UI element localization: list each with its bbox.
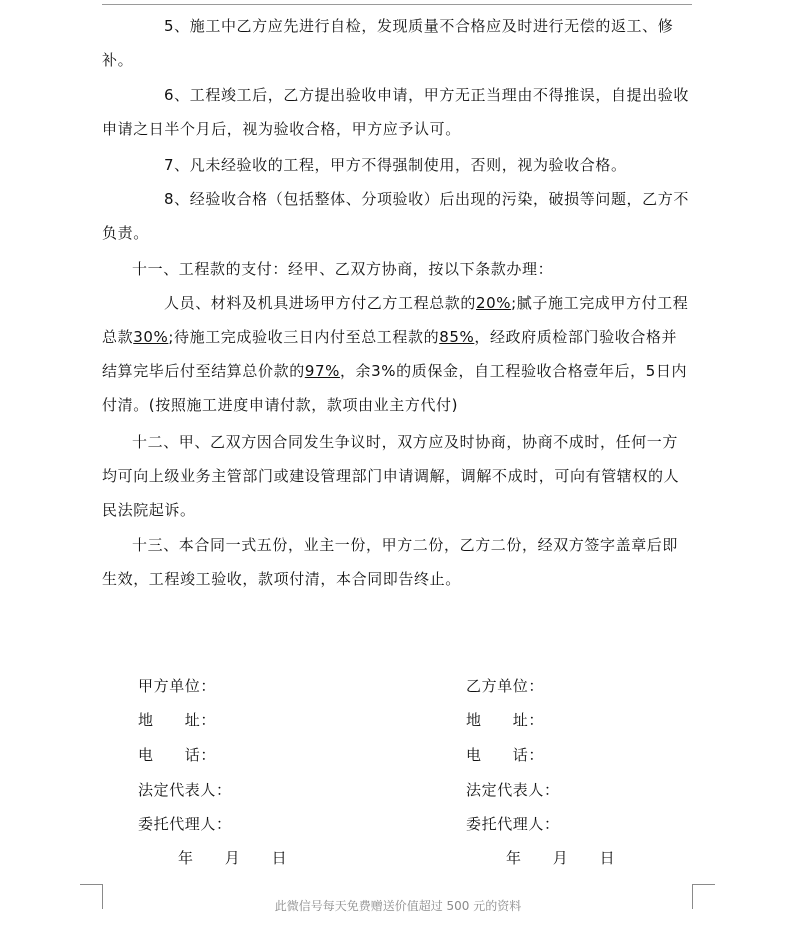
payment-percent-3: 85% bbox=[439, 328, 475, 346]
clause-7: 7、凡未经验收的工程，甲方不得强制使用，否则，视为验收合格。 bbox=[164, 156, 627, 174]
party-b-date: 年 月 日 bbox=[506, 849, 616, 867]
clause-11-body bbox=[102, 286, 692, 422]
party-b-agent-label: 委托代理人： bbox=[466, 815, 560, 833]
party-b-legal-rep-label: 法定代表人： bbox=[466, 781, 560, 799]
party-b-unit-label: 乙方单位： bbox=[466, 677, 545, 695]
party-a-phone-label: 电 话： bbox=[138, 746, 217, 764]
clause-11-text-4: ，经政府质检部门验收合格并结算完毕后付至结算总价款的 bbox=[102, 328, 678, 380]
footer-promo-note: 此微信号每天免费赠送价值超过 500 元的资料 bbox=[274, 899, 522, 913]
party-a-agent-label: 委托代理人： bbox=[138, 815, 232, 833]
party-a-date: 年 月 日 bbox=[178, 849, 288, 867]
clause-5: 5、施工中乙方应先进行自检，发现质量不合格应及时进行无偿的返工、修补。 bbox=[102, 17, 674, 69]
clause-11-text-3: ;待施工完成验收三日内付至总工程款的 bbox=[168, 328, 440, 346]
page-top-rule bbox=[102, 4, 692, 5]
clause-6: 6、工程竣工后，乙方提出验收申请，甲方无正当理由不得推误，自提出验收申请之日半个月后，视为验收合格，甲方应予认可。 bbox=[102, 86, 689, 138]
party-a-address-label: 地 址： bbox=[138, 711, 217, 729]
clause-13: 十三、本合同一式五份，业主一份，甲方二份，乙方二份，经双方签字盖章后即生效，工程竣工验收，款项付清，本合同即告终止。 bbox=[102, 536, 679, 588]
clause-11-text-2: ;腻子施工完成甲方付工程总款 bbox=[102, 294, 689, 346]
clause-8: 8、经验收合格（包括整体、分项验收）后出现的污染，破损等问题，乙方不负责。 bbox=[102, 190, 689, 242]
party-b-address-label: 地 址： bbox=[466, 711, 545, 729]
payment-percent-2: 30% bbox=[133, 328, 169, 346]
clause-11-text-1: 人员、材料及机具进场甲方付乙方工程总款的 bbox=[164, 294, 477, 312]
party-a-unit-label: 甲方单位： bbox=[138, 677, 217, 695]
payment-percent-4: 97% bbox=[304, 362, 340, 380]
clause-11-text-5: ，余3%的质保金，自工程验收合格壹年后，5日内付清。(按照施工进度申请付款，款项由业主方代付) bbox=[102, 362, 688, 414]
party-b-phone-label: 电 话： bbox=[466, 746, 545, 764]
clause-12: 十二、甲、乙双方因合同发生争议时，双方应及时协商，协商不成时，任何一方均可向上级业务主管部门或建设管理部门申请调解，调解不成时，可向有管辖权的人民法院起诉。 bbox=[102, 433, 680, 519]
clause-11-title: 十一、工程款的支付：经甲、乙双方协商，按以下条款办理： bbox=[132, 260, 554, 278]
party-a-legal-rep-label: 法定代表人： bbox=[138, 781, 232, 799]
payment-percent-1: 20% bbox=[476, 294, 512, 312]
